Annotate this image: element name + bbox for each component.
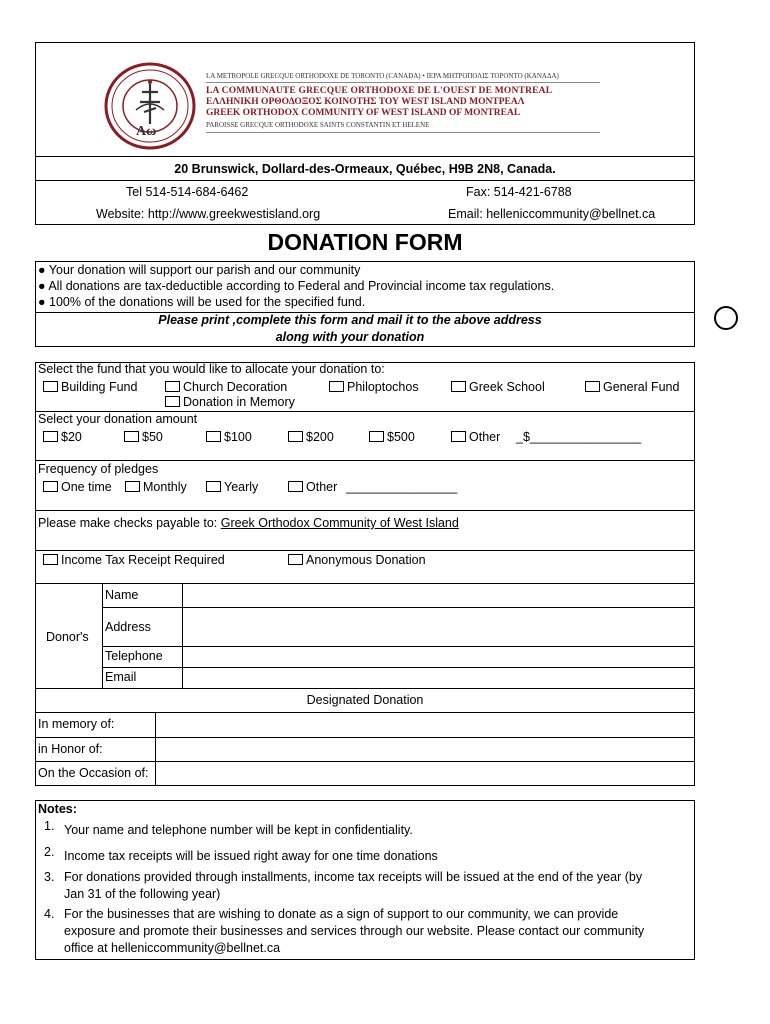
fund-general-label: General Fund [603, 380, 680, 394]
checkbox-icon [165, 381, 180, 392]
divider-checks [35, 510, 695, 511]
occasion-label: On the Occasion of: [38, 766, 149, 780]
amount-500-label: $500 [387, 430, 415, 444]
checkbox-icon [43, 381, 58, 392]
form-title: DONATION FORM [267, 229, 463, 255]
amount-200-label: $200 [306, 430, 334, 444]
divider-donor [35, 583, 695, 584]
parish-rule [206, 132, 600, 133]
checkbox-icon [125, 481, 140, 492]
amount-200-checkbox[interactable] [288, 430, 334, 444]
org-name-english: GREEK ORTHODOX COMMUNITY OF WEST ISLAND OF MONTREAL [206, 108, 521, 118]
hole-punch-circle [714, 306, 738, 330]
note-4-text-1: For the businesses that are wishing to donate as a sign of support to our community, we can provide [64, 907, 619, 921]
designated-donation-title: Designated Donation [306, 693, 424, 707]
checks-payee: Greek Orthodox Community of West Island [220, 516, 459, 530]
note-1-number: 1. [44, 819, 55, 833]
checkbox-icon [585, 381, 600, 392]
note-4-text-3: office at helleniccommunity@bellnet.ca [64, 941, 281, 955]
donor-label: Donor's [46, 630, 89, 644]
donor-col-line-2 [182, 583, 183, 688]
note-4-text-2: exposure and promote their businesses and services through our website. Please contact our community [64, 924, 645, 938]
frequency-monthly-checkbox[interactable] [125, 480, 187, 494]
frequency-other-input[interactable]: ________________ [346, 480, 458, 494]
fund-prompt: Select the fund that you would like to allocate your donation to: [38, 362, 385, 376]
fund-church-decoration-label: Church Decoration [183, 380, 288, 394]
donor-email-field[interactable] [184, 669, 693, 687]
note-4-number: 4. [44, 907, 55, 921]
header-divider-2 [35, 180, 695, 181]
org-name-french: LA COMMUNAUTE GRECQUE ORTHODOXE DE L'OUEST DE MONTREAL [206, 86, 553, 96]
fund-philoptochos-label: Philoptochos [347, 380, 419, 394]
frequency-one-time-checkbox[interactable] [43, 480, 112, 494]
divider-frequency [35, 460, 695, 461]
checkbox-icon [329, 381, 344, 392]
checkbox-icon [369, 431, 384, 442]
bullet-2: ● All donations are tax-deductible according to Federal and Provincial income tax regulations. [38, 279, 555, 293]
instruction-line-1: Please print ,complete this form and mail it to the above address [158, 313, 542, 327]
header-divider [35, 156, 695, 157]
seal-alpha-omega: Αω [136, 124, 157, 139]
anonymous-donation-label: Anonymous Donation [306, 553, 426, 567]
note-3-text-2: Jan 31 of the following year) [64, 887, 221, 901]
checkbox-icon [288, 554, 303, 565]
metropolis-line: LA METROPOLE GRECQUE ORTHODOXE DE TORONTO (CANADA) • ΙΕΡΑ ΜΗΤΡΟΠΟΛΙΣ ΤΟΡΟΝΤΟ (ΚΑΝΑΔΑ) [206, 72, 559, 80]
divider-memory [35, 712, 695, 713]
parish-line: PAROISSE GRECQUE ORTHODOXE SAINTS CONSTANTIN ET HELENE [206, 121, 430, 129]
donor-name-label: Name [105, 588, 139, 602]
fax: Fax: 514-421-6788 [466, 185, 572, 199]
amount-100-checkbox[interactable] [206, 430, 252, 444]
frequency-prompt: Frequency of pledges [38, 462, 159, 476]
note-3-number: 3. [44, 870, 55, 884]
checkbox-icon [43, 554, 58, 565]
donor-address-field[interactable] [184, 609, 693, 645]
divider-donor-telephone [102, 646, 695, 647]
divider-designated [35, 688, 695, 689]
fund-building-label: Building Fund [61, 380, 138, 394]
notes-title: Notes: [38, 802, 77, 816]
note-1-text: Your name and telephone number will be kept in confidentiality. [64, 823, 413, 837]
frequency-other-label: Other [306, 480, 338, 494]
amount-50-label: $50 [142, 430, 163, 444]
fund-donation-memory-checkbox[interactable] [165, 395, 295, 409]
note-2-text: Income tax receipts will be issued right away for one time donations [64, 849, 438, 863]
divider-honor [35, 737, 695, 738]
address-line: 20 Brunswick, Dollard-des-Ormeaux, Québec, H9B 2N8, Canada. [174, 162, 556, 176]
fund-donation-memory-label: Donation in Memory [183, 395, 295, 409]
website: Website: http://www.greekwestisland.org [96, 207, 321, 221]
amount-20-label: $20 [61, 430, 82, 444]
fund-philoptochos-checkbox[interactable] [329, 380, 419, 394]
amount-20-checkbox[interactable] [43, 430, 82, 444]
fund-general-checkbox[interactable] [585, 380, 679, 394]
checks-payable-line [38, 516, 459, 530]
fund-building-checkbox[interactable] [43, 380, 137, 394]
checkbox-icon [165, 396, 180, 407]
checkbox-icon [288, 431, 303, 442]
fund-church-decoration-checkbox[interactable] [165, 380, 287, 394]
telephone: Tel 514-514-684-6462 [126, 185, 249, 199]
note-2-number: 2. [44, 845, 55, 859]
checkbox-icon [451, 431, 466, 442]
divider-occasion [35, 761, 695, 762]
amount-other-blank: ________________ [529, 430, 642, 444]
checkbox-icon [451, 381, 466, 392]
checkbox-icon [43, 431, 58, 442]
org-name-greek: ΕΛΛΗΝΙΚΗ ΟΡΘΟΔΟΞΟΣ ΚΟΙΝΟΤΗΣ ΤΟΥ WEST ISLAND ΜΟΝΤΡΕΑΛ [206, 97, 525, 107]
divider-donor-address [102, 607, 695, 608]
bullet-1: ● Your donation will support our parish and our community [38, 263, 361, 277]
checkbox-icon [288, 481, 303, 492]
amount-other-prefix: _$ [516, 430, 530, 444]
in-memory-field[interactable] [157, 714, 693, 736]
checks-payable-label: Please make checks payable to: [38, 516, 218, 530]
email-contact: Email: helleniccommunity@bellnet.ca [448, 207, 656, 221]
donor-name-field[interactable] [184, 585, 693, 606]
donor-telephone-label: Telephone [105, 649, 163, 663]
amount-100-label: $100 [224, 430, 252, 444]
income-tax-receipt-checkbox[interactable] [43, 553, 225, 567]
frequency-yearly-label: Yearly [224, 480, 259, 494]
donor-email-label: Email [105, 670, 137, 684]
frequency-other-checkbox[interactable] [288, 480, 337, 494]
in-memory-label: In memory of: [38, 717, 115, 731]
fund-greek-school-checkbox[interactable] [451, 380, 545, 394]
donor-col-line-1 [102, 583, 103, 688]
checkbox-icon [124, 431, 139, 442]
bullet-3: ● 100% of the donations will be used for the specified fund. [38, 295, 366, 309]
designated-col-line [155, 712, 156, 786]
amount-other-checkbox[interactable] [451, 430, 500, 444]
metropolis-rule [206, 82, 600, 83]
donor-address-label: Address [105, 620, 151, 634]
frequency-yearly-checkbox[interactable] [206, 480, 258, 494]
in-honor-label: in Honor of: [38, 742, 103, 756]
occasion-field[interactable] [157, 763, 693, 784]
checkbox-icon [206, 431, 221, 442]
frequency-one-time-label: One time [61, 480, 112, 494]
divider-receipt [35, 550, 695, 551]
amount-prompt: Select your donation amount [38, 412, 198, 426]
checkbox-icon [43, 481, 58, 492]
donor-telephone-field[interactable] [184, 648, 693, 666]
fund-greek-school-label: Greek School [469, 380, 545, 394]
note-3-text-1: For donations provided through installments, income tax receipts will be issued at the end of the year (by [64, 870, 643, 884]
in-honor-field[interactable] [157, 739, 693, 760]
amount-50-checkbox[interactable] [124, 430, 163, 444]
amount-500-checkbox[interactable] [369, 430, 415, 444]
checkbox-icon [206, 481, 221, 492]
divider-donor-email [102, 667, 695, 668]
amount-other-label: Other [469, 430, 501, 444]
anonymous-donation-checkbox[interactable] [288, 553, 426, 567]
income-tax-receipt-label: Income Tax Receipt Required [61, 553, 225, 567]
amount-other-input[interactable] [516, 430, 641, 444]
frequency-monthly-label: Monthly [143, 480, 187, 494]
instruction-line-2: along with your donation [275, 330, 425, 344]
